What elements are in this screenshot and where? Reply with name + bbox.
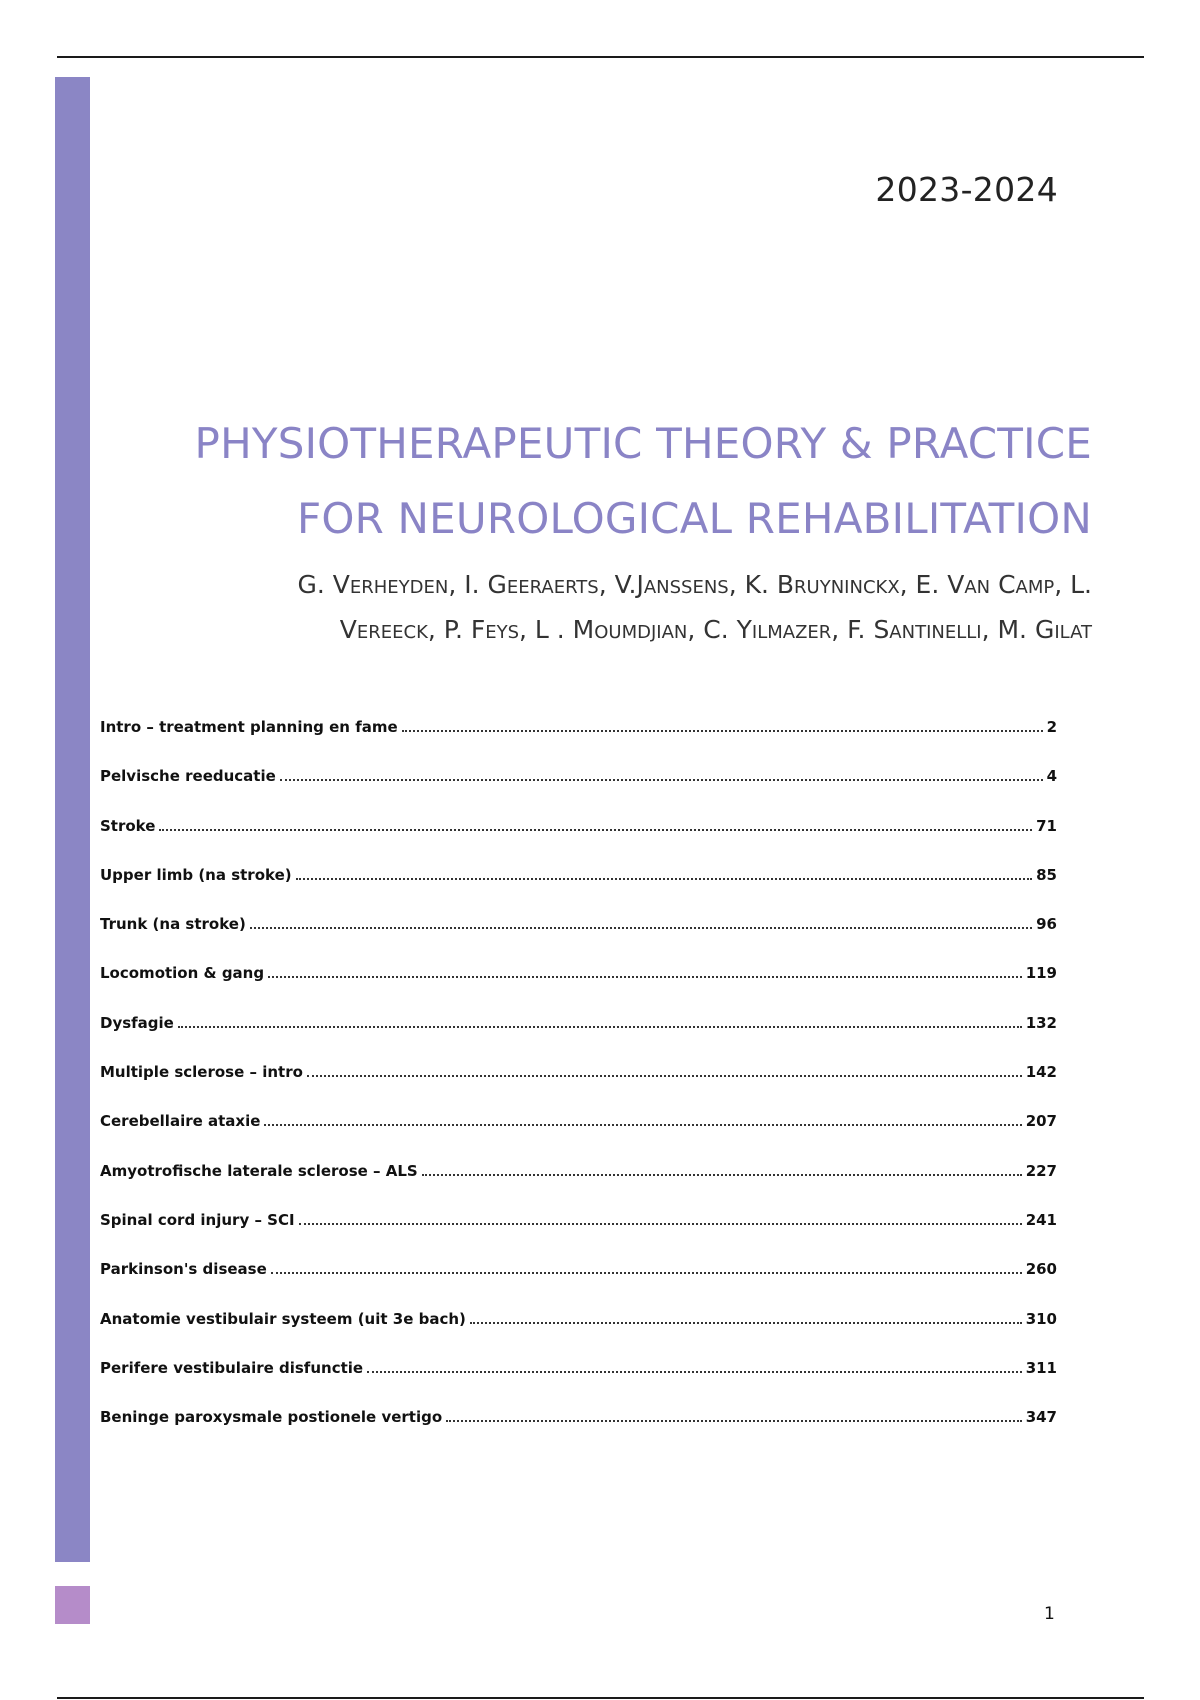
toc-dot-leader bbox=[280, 779, 1043, 781]
toc-entry[interactable] bbox=[100, 718, 1057, 767]
toc-entry[interactable] bbox=[100, 1408, 1057, 1457]
toc-entry-page: 119 bbox=[1025, 964, 1057, 983]
toc-entry-page: 241 bbox=[1025, 1210, 1057, 1229]
toc-entry-page: 310 bbox=[1025, 1309, 1057, 1328]
toc-entry-page: 311 bbox=[1025, 1358, 1057, 1377]
accent-square bbox=[55, 1586, 90, 1624]
toc-dot-leader bbox=[307, 1075, 1022, 1077]
toc-dot-leader bbox=[268, 976, 1022, 978]
top-rule bbox=[57, 56, 1144, 58]
academic-year: 2023-2024 bbox=[875, 170, 1058, 209]
toc-entry[interactable] bbox=[100, 1359, 1057, 1408]
toc-entry-page: 227 bbox=[1025, 1161, 1057, 1180]
toc-entry-page: 4 bbox=[1046, 767, 1057, 786]
toc-entry-page: 96 bbox=[1036, 915, 1057, 934]
toc-entry[interactable] bbox=[100, 1310, 1057, 1359]
accent-side-bar bbox=[55, 77, 90, 1562]
toc-dot-leader bbox=[250, 927, 1032, 929]
toc-dot-leader bbox=[367, 1371, 1022, 1373]
toc-dot-leader bbox=[470, 1322, 1022, 1324]
toc-entry[interactable] bbox=[100, 1112, 1057, 1161]
toc-entry-title: Trunk (na stroke) bbox=[100, 915, 246, 934]
toc-entry-page: 85 bbox=[1036, 865, 1057, 884]
toc-entry-title: Stroke bbox=[100, 816, 156, 835]
table-of-contents bbox=[100, 718, 1057, 1457]
authors-line-1: G. Verheyden, I. Geeraerts, V.Janssens, K. Bruyninckx, E. Van Camp, L. bbox=[297, 570, 1092, 599]
toc-entry-title: Locomotion & gang bbox=[100, 964, 265, 983]
toc-entry-page: 347 bbox=[1025, 1408, 1057, 1427]
toc-entry[interactable] bbox=[100, 915, 1057, 964]
toc-entry[interactable] bbox=[100, 767, 1057, 816]
toc-entry-title: Pelvische reeducatie bbox=[100, 767, 276, 786]
toc-entry-title: Multiple sclerose – intro bbox=[100, 1063, 303, 1082]
page-number: 1 bbox=[1044, 1604, 1055, 1624]
toc-entry-page: 260 bbox=[1025, 1260, 1057, 1279]
authors-line-2: Vereeck, P. Feys, L . Moumdjian, C. Yilmazer, F. Santinelli, M. Gilat bbox=[339, 615, 1092, 644]
toc-entry-title: Cerebellaire ataxie bbox=[100, 1112, 261, 1131]
toc-entry-title: Spinal cord injury – SCI bbox=[100, 1210, 295, 1229]
toc-entry-title: Anatomie vestibulair systeem (uit 3e bach) bbox=[100, 1309, 466, 1328]
toc-entry[interactable] bbox=[100, 1014, 1057, 1063]
toc-entry-page: 207 bbox=[1025, 1112, 1057, 1131]
toc-dot-leader bbox=[178, 1026, 1022, 1028]
toc-entry-title: Intro – treatment planning en fame bbox=[100, 718, 398, 736]
toc-dot-leader bbox=[271, 1272, 1022, 1274]
toc-entry-title: Parkinson's disease bbox=[100, 1260, 267, 1279]
title-line-1: PHYSIOTHERAPEUTIC THEORY & PRACTICE bbox=[194, 419, 1092, 468]
bottom-rule bbox=[57, 1697, 1144, 1699]
toc-entry-page: 132 bbox=[1025, 1013, 1057, 1032]
toc-entry-title: Dysfagie bbox=[100, 1013, 174, 1032]
toc-entry[interactable] bbox=[100, 1260, 1057, 1309]
document-title bbox=[92, 406, 1092, 556]
toc-dot-leader bbox=[159, 829, 1032, 831]
toc-dot-leader bbox=[402, 730, 1043, 732]
toc-entry[interactable] bbox=[100, 817, 1057, 866]
toc-entry[interactable] bbox=[100, 1162, 1057, 1211]
toc-entry-title: Beninge paroxysmale postionele vertigo bbox=[100, 1408, 443, 1427]
toc-dot-leader bbox=[422, 1174, 1022, 1176]
toc-dot-leader bbox=[296, 878, 1033, 880]
toc-dot-leader bbox=[264, 1124, 1021, 1126]
toc-entry[interactable] bbox=[100, 964, 1057, 1013]
authors bbox=[92, 562, 1092, 652]
toc-entry-page: 142 bbox=[1025, 1063, 1057, 1082]
toc-dot-leader bbox=[446, 1420, 1022, 1422]
toc-entry[interactable] bbox=[100, 1211, 1057, 1260]
toc-entry-title: Amyotrofische laterale sclerose – ALS bbox=[100, 1161, 418, 1180]
title-line-2: FOR NEUROLOGICAL REHABILITATION bbox=[297, 494, 1092, 543]
toc-entry-page: 71 bbox=[1036, 816, 1057, 835]
toc-entry[interactable] bbox=[100, 1063, 1057, 1112]
toc-entry-title: Perifere vestibulaire disfunctie bbox=[100, 1358, 364, 1377]
toc-dot-leader bbox=[299, 1223, 1022, 1225]
toc-entry[interactable] bbox=[100, 866, 1057, 915]
toc-entry-page: 2 bbox=[1046, 718, 1057, 736]
toc-entry-title: Upper limb (na stroke) bbox=[100, 865, 292, 884]
